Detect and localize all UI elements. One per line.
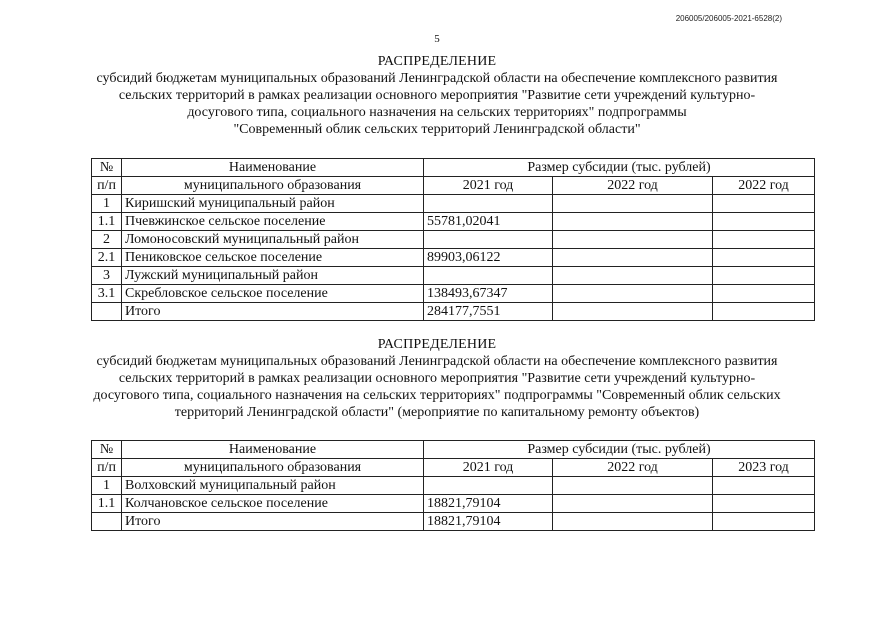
row-value-2021: 284177,7551 [424,303,553,321]
header-amount: Размер субсидии (тыс. рублей) [424,441,815,459]
header-no-sub: п/п [92,177,122,195]
table-row [92,249,815,267]
section1-heading [0,53,874,138]
row-value-y2 [553,303,713,321]
row-value-y2 [553,477,713,495]
header-name-sub: муниципального образования [122,177,424,195]
row-value-y3 [713,477,815,495]
row-name: Итого [122,303,424,321]
row-no: 1 [92,195,122,213]
row-value-2021: 55781,02041 [424,213,553,231]
table-row [92,231,815,249]
table-header-row [92,177,815,195]
table-row [92,195,815,213]
table-header-row [92,441,815,459]
row-value-y3 [713,285,815,303]
row-value-y2 [553,495,713,513]
header-year: 2022 год [713,177,815,195]
row-value-y3 [713,495,815,513]
section2-heading [0,336,874,421]
header-name: Наименование [122,441,424,459]
row-value-y2 [553,267,713,285]
section2-subtitle-line: досугового типа, социального назначения на сельских территориях" подпрограммы "Современный облик сельских [93,388,781,403]
row-value-y2 [553,231,713,249]
header-year: 2022 год [553,177,713,195]
header-no: № [92,441,122,459]
row-value-2021 [424,195,553,213]
row-value-y2 [553,513,713,531]
row-value-2021: 89903,06122 [424,249,553,267]
row-value-2021 [424,231,553,249]
row-name: Пчевжинское сельское поселение [122,213,424,231]
table-row [92,477,815,495]
header-name-sub: муниципального образования [122,459,424,477]
section2-subtitle-line: сельских территорий в рамках реализации основного мероприятия "Развитие сети учреждений культурно- [118,371,756,386]
row-name: Колчановское сельское поселение [122,495,424,513]
table-total-row [92,303,815,321]
section1-title: РАСПРЕДЕЛЕНИЕ [377,54,497,69]
row-value-y3 [713,213,815,231]
header-no-sub: п/п [92,459,122,477]
section2-subtitle-line: субсидий бюджетам муниципальных образований Ленинградской области на обеспечение комплексного развития [96,354,778,369]
section1-subtitle-line: субсидий бюджетам муниципальных образований Ленинградской области на обеспечение комплексного развития [96,71,778,86]
row-value-y2 [553,249,713,267]
header-year: 2021 год [424,177,553,195]
document-id: 206005/206005-2021-6528(2) [675,14,782,23]
row-value-2021 [424,477,553,495]
row-name: Итого [122,513,424,531]
row-value-2021: 138493,67347 [424,285,553,303]
row-value-y3 [713,303,815,321]
row-name: Скребловское сельское поселение [122,285,424,303]
row-no [92,303,122,321]
row-no: 3.1 [92,285,122,303]
row-value-y3 [713,249,815,267]
section1-subtitle-line: досугового типа, социального назначения на сельских территориях" подпрограммы [187,105,687,120]
table-row [92,285,815,303]
table-row [92,213,815,231]
section1-subtitle-line: сельских территорий в рамках реализации основного мероприятия "Развитие сети учреждений культурно- [118,88,756,103]
table-header-row [92,159,815,177]
row-no [92,513,122,531]
row-value-2021: 18821,79104 [424,495,553,513]
table-header-row [92,459,815,477]
row-name: Киришский муниципальный район [122,195,424,213]
header-year: 2022 год [553,459,713,477]
row-no: 2 [92,231,122,249]
row-name: Волховский муниципальный район [122,477,424,495]
section2-subtitle-line: территорий Ленинградской области" (мероприятие по капитальному ремонту объектов) [174,405,700,420]
row-value-y2 [553,195,713,213]
section2-title: РАСПРЕДЕЛЕНИЕ [377,337,497,352]
row-value-y3 [713,195,815,213]
table-row [92,495,815,513]
header-no: № [92,159,122,177]
table-row [92,267,815,285]
table-total-row [92,513,815,531]
page-number: 5 [434,33,440,45]
row-value-y3 [713,267,815,285]
row-no: 2.1 [92,249,122,267]
row-no: 1.1 [92,495,122,513]
row-name: Пениковское сельское поселение [122,249,424,267]
row-value-y3 [713,231,815,249]
row-value-y2 [553,285,713,303]
row-value-2021 [424,267,553,285]
row-value-y3 [713,513,815,531]
section1-subtitle-line: "Современный облик сельских территорий Ленинградской области" [233,122,641,137]
row-name: Ломоносовский муниципальный район [122,231,424,249]
header-amount: Размер субсидии (тыс. рублей) [424,159,815,177]
section1-table [91,158,815,321]
row-name: Лужский муниципальный район [122,267,424,285]
row-no: 3 [92,267,122,285]
header-year: 2021 год [424,459,553,477]
header-name: Наименование [122,159,424,177]
row-no: 1.1 [92,213,122,231]
section2-table [91,440,815,531]
row-no: 1 [92,477,122,495]
row-value-2021: 18821,79104 [424,513,553,531]
row-value-y2 [553,213,713,231]
header-year: 2023 год [713,459,815,477]
